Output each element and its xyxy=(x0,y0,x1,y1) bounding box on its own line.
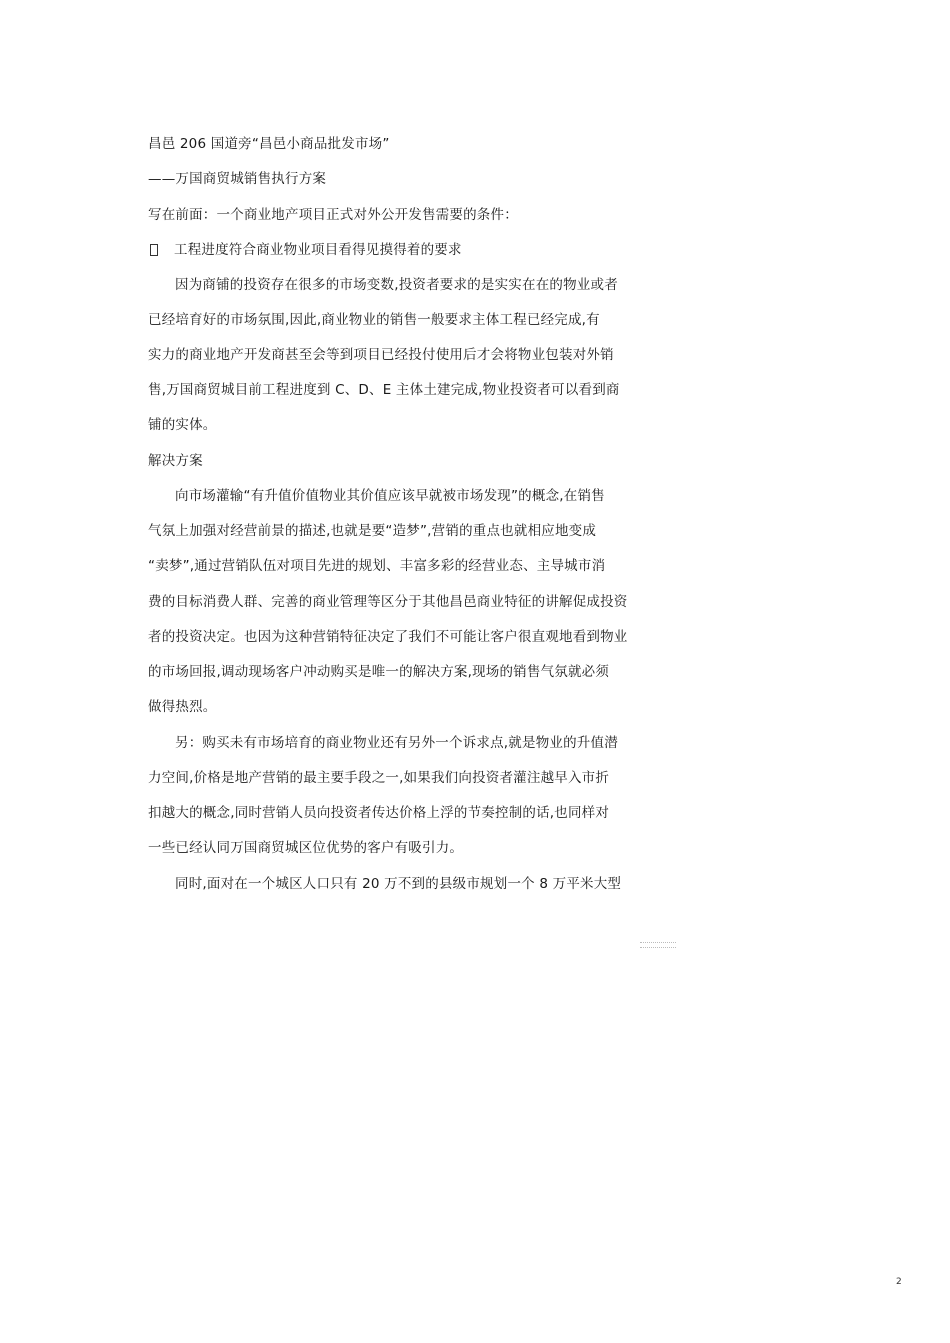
para2-line: “卖梦”,通过营销队伍对项目先进的规划、丰富多彩的经营业态、主导城市消 xyxy=(148,558,606,574)
para3-line: 力空间,价格是地产营销的最主要手段之一,如果我们向投资者灌注越早入市折 xyxy=(148,770,610,786)
para1-line: 因为商铺的投资存在很多的市场变数,投资者要求的是实实在在的物业或者 xyxy=(175,277,618,293)
bullet-item xyxy=(148,241,462,259)
intro-text: 写在前面：一个商业地产项目正式对外公开发售需要的条件： xyxy=(148,207,518,223)
para4-line: 同时,面对在一个城区人口只有 20 万不到的县级市规划一个 8 万平米大型 xyxy=(175,876,622,892)
section-heading-solution: 解决方案 xyxy=(148,453,203,469)
para1-line: 已经培育好的市场氛围,因此,商业物业的销售一般要求主体工程已经完成,有 xyxy=(148,312,600,328)
para2-line: 的市场回报,调动现场客户冲动购买是唯一的解决方案,现场的销售气氛就必须 xyxy=(148,664,610,680)
para2-line: 气氛上加强对经营前景的描述,也就是要“造梦”,营销的重点也就相应地变成 xyxy=(148,523,597,539)
para2-line: 向市场灌输“有升值价值物业其价值应该早就被市场发现”的概念,在销售 xyxy=(175,488,605,504)
para2-line: 做得热烈。 xyxy=(148,699,217,715)
para3-line: 一些已经认同万国商贸城区位优势的客户有吸引力。 xyxy=(148,840,464,856)
para2-line: 费的目标消费人群、完善的商业管理等区分于其他昌邑商业特征的讲解促成投资 xyxy=(148,594,628,610)
bullet-text: 工程进度符合商业物业项目看得见摸得着的要求 xyxy=(174,242,462,258)
para3-line: 扣越大的概念,同时营销人员向投资者传达价格上浮的节奏控制的话,也同样对 xyxy=(148,805,610,821)
para1-line: 实力的商业地产开发商甚至会等到项目已经投付使用后才会将物业包装对外销 xyxy=(148,347,614,363)
document-subtitle: ——万国商贸城销售执行方案 xyxy=(148,171,327,187)
document-title: 昌邑 206 国道旁“昌邑小商品批发市场” xyxy=(148,136,390,152)
bullet-box-icon xyxy=(150,244,158,256)
page-number: 2 xyxy=(896,1277,902,1287)
dotted-divider xyxy=(640,942,676,948)
para2-line: 者的投资决定。也因为这种营销特征决定了我们不可能让客户很直观地看到物业 xyxy=(148,629,628,645)
para3-line: 另：购买未有市场培育的商业物业还有另外一个诉求点,就是物业的升值潜 xyxy=(175,735,618,751)
para1-line: 售,万国商贸城目前工程进度到 C、D、E 主体土建完成,物业投资者可以看到商 xyxy=(148,382,620,398)
para1-line: 铺的实体。 xyxy=(148,417,217,433)
